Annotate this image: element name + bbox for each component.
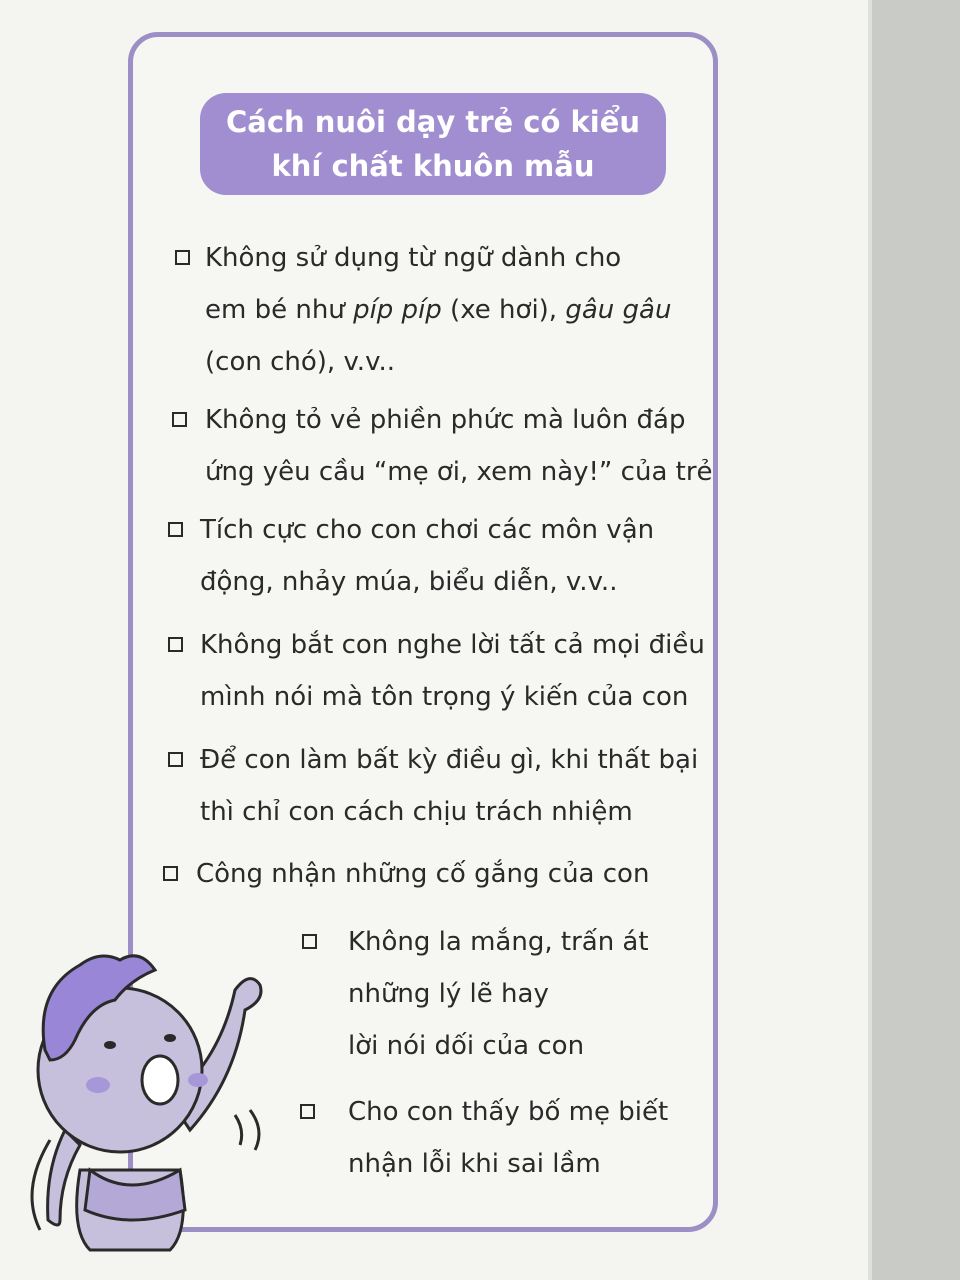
checklist-item-1-line-3 (205, 336, 395, 388)
text-segment: ứng yêu cầu “mẹ ơi, xem này!” của trẻ (205, 457, 713, 487)
text-segment: Công nhận những cố gắng của con (196, 859, 650, 889)
text-segment: nhận lỗi khi sai lầm (348, 1149, 601, 1179)
checklist-item-3-line-2 (200, 556, 617, 608)
text-segment: Cho con thấy bố mẹ biết (348, 1097, 669, 1127)
card-title-line1: Cách nuôi dạy trẻ có kiểu (225, 105, 641, 139)
text-segment: Tích cực cho con chơi các môn vận (200, 515, 655, 545)
text-segment: píp píp (353, 295, 442, 325)
checkbox-4[interactable] (168, 637, 183, 652)
checklist-item-5-line-1 (200, 734, 698, 786)
checkbox-3[interactable] (168, 522, 183, 537)
checklist-item-4-line-1 (200, 619, 705, 671)
checklist-item-1-line-2 (205, 284, 671, 336)
checklist-item-7-line-2 (348, 968, 549, 1020)
text-segment: Để con làm bất kỳ điều gì, khi thất bại (200, 745, 699, 775)
checklist-item-3-line-1 (200, 504, 654, 556)
text-segment: Không la mắng, trấn át (348, 927, 649, 957)
checkbox-6[interactable] (163, 866, 178, 881)
checklist-item-8-line-2 (348, 1138, 601, 1190)
checklist-item-1-line-1 (205, 232, 621, 284)
checklist-item-7-line-1 (348, 916, 649, 968)
checklist-item-2-line-1 (205, 394, 685, 446)
crying-child-illustration (20, 930, 280, 1260)
text-segment: lời nói dối của con (348, 1031, 585, 1061)
text-segment: (xe hơi), (441, 295, 566, 325)
text-segment: Không tỏ vẻ phiền phức mà luôn đáp (205, 405, 686, 435)
text-segment: gâu gâu (565, 295, 672, 325)
checklist-item-5-line-2 (200, 786, 633, 838)
text-segment: những lý lẽ hay (348, 979, 549, 1009)
checklist-item-7-line-3 (348, 1020, 584, 1072)
checklist-item-2-line-2 (205, 446, 713, 498)
checklist-item-4-line-2 (200, 671, 688, 723)
checkbox-7[interactable] (302, 934, 317, 949)
card-title-banner (200, 93, 666, 195)
text-segment: (con chó), v.v.. (205, 347, 395, 377)
checkbox-5[interactable] (168, 752, 183, 767)
checkbox-1[interactable] (175, 250, 190, 265)
checklist-item-8-line-1 (348, 1086, 668, 1138)
checklist-item-6-line-1 (196, 848, 649, 900)
text-segment: động, nhảy múa, biểu diễn, v.v.. (200, 567, 618, 597)
text-segment: em bé như (205, 295, 354, 325)
text-segment: thì chỉ con cách chịu trách nhiệm (200, 797, 633, 827)
page-edge (868, 0, 872, 1280)
card-title-line2: khí chất khuôn mẫu (271, 149, 595, 183)
text-segment: Không bắt con nghe lời tất cả mọi điều (200, 630, 705, 660)
text-segment: mình nói mà tôn trọng ý kiến của con (200, 682, 689, 712)
text-segment: Không sử dụng từ ngữ dành cho (205, 243, 622, 273)
checkbox-2[interactable] (172, 412, 187, 427)
checkbox-8[interactable] (300, 1104, 315, 1119)
